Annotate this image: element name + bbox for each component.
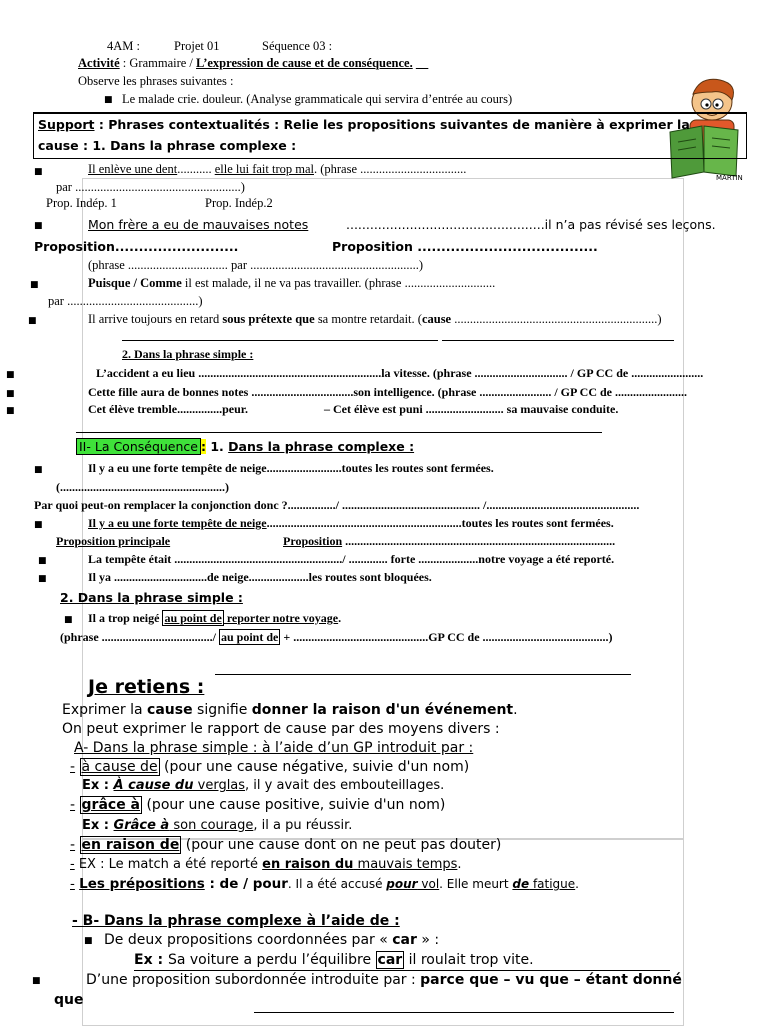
bullet: ■ — [32, 976, 41, 986]
rule — [76, 432, 602, 433]
tempete-rest: .................................................................toutes les routes sont fermées. — [266, 516, 614, 530]
text: en raison du — [262, 857, 354, 872]
text: . — [513, 702, 518, 718]
bullet: ■ — [30, 280, 39, 290]
text: pour — [386, 877, 418, 891]
retiens-p2: On peut exprimer le rapport de cause par des moyens divers : — [62, 721, 500, 737]
text: (pour une cause positive, suivie d'un nom) — [142, 797, 446, 813]
dots: ........... — [177, 162, 212, 176]
consequence-num: 1. — [206, 439, 229, 454]
text: parce que – vu que – étant donné — [420, 972, 682, 988]
bullet: ■ — [34, 520, 43, 530]
bullet: ■ — [34, 167, 43, 177]
pretexte-line — [88, 312, 662, 327]
text: Exprimer la — [62, 702, 148, 718]
text: mauvais temps — [353, 857, 458, 872]
prop-1: Il enlève une dent — [88, 162, 178, 176]
pretexte-c: sa montre retardait. ( — [314, 312, 422, 326]
retiens-a-title: A- Dans la phrase simple : à l’aide d’un GP introduit par : — [74, 740, 474, 756]
puisque-comme: Puisque / Comme — [88, 276, 182, 290]
neige-simple — [88, 611, 341, 626]
retiens-b3-que: que — [54, 992, 84, 1008]
rule — [134, 970, 670, 971]
bullet: ■ — [34, 221, 43, 231]
support-label: Support — [38, 117, 95, 132]
text: verglas — [193, 778, 246, 793]
text: » : — [416, 932, 440, 948]
prop-mon-frere: Mon frère a eu de mauvaises notes — [88, 217, 309, 232]
neige-a: Il a trop neigé — [88, 611, 163, 625]
bullet: ■ — [6, 370, 15, 380]
retiens-e2 — [82, 818, 352, 833]
retiens-e3: - EX : Le match a été reporté en raison du mauvais temps. — [70, 857, 462, 872]
prop-label-2: Prop. Indép.2 — [205, 196, 273, 210]
proposition-label-1: Proposition.......................... — [34, 239, 239, 254]
fille-line: Cette fille aura de bonnes notes ..................................son intelligence. (phrase ........................ / GP CC de ........................ — [88, 385, 687, 399]
text: : de / pour — [204, 876, 288, 892]
rule — [254, 1012, 674, 1013]
activity-label: Activité — [78, 56, 120, 70]
bullet: ■ — [38, 556, 47, 566]
retiens-b3 — [86, 972, 682, 988]
text: Grâce à — [113, 818, 170, 833]
question-a: Par quoi peut-on remplacer la conjonction — [34, 498, 254, 512]
phrase-gp — [60, 630, 613, 645]
text: Les prépositions — [79, 876, 205, 892]
pretexte-e: .................................................................) — [451, 312, 662, 326]
text: grâce à — [81, 797, 141, 813]
tremble-line: Cet élève tremble...............peur. — [88, 402, 248, 416]
neige-c: reporter notre voyage — [223, 611, 339, 625]
text: fatigue — [529, 877, 576, 891]
au-point-de-2: au point de — [221, 630, 279, 644]
text: De deux propositions coordonnées par « — [104, 932, 393, 948]
bullet: ■ — [38, 574, 47, 584]
bullet: ■ — [28, 316, 37, 326]
au-point-de: au point de — [164, 611, 222, 625]
proposition-line — [283, 534, 615, 549]
header-projet: Projet 01 — [174, 39, 220, 53]
text: il roulait trop vite. — [404, 952, 534, 968]
retiens-p1 — [62, 702, 518, 718]
phrase-a: (phrase ...................................../ — [60, 630, 219, 644]
neige-d: . — [338, 611, 342, 625]
phrase-c: + .............................................GP CC de ..........................................) — [280, 630, 613, 644]
text: D’une proposition subordonnée introduite par : — [86, 972, 421, 988]
text: . Il a été accusé — [287, 877, 387, 891]
rule — [122, 340, 438, 341]
prop-revise: ..................................................il n’a pas révisé ses leçons. — [346, 217, 716, 232]
bullet: ■ — [6, 389, 15, 399]
text: à cause de — [81, 759, 158, 775]
retiens-i3: - en raison de (pour une cause dont on ne peut pas douter) — [70, 837, 502, 853]
text: (pour une cause dont on ne peut pas douter) — [181, 837, 502, 853]
support-line-2: cause : 1. Dans la phrase complexe : — [38, 138, 297, 153]
puisque-line — [88, 276, 495, 291]
example-sentence: Le malade crie. douleur. (Analyse grammaticale qui servira d’entrée au cours) — [122, 92, 513, 106]
activity-line — [78, 56, 428, 71]
cause-word: cause — [421, 312, 452, 326]
text: signifie — [192, 702, 252, 718]
neige-line: Il ya ...............................de neige....................les routes sont bloquées. — [88, 570, 432, 584]
sous-pretexte: sous prétexte que — [222, 312, 315, 326]
bullet: ■ — [6, 406, 15, 416]
prop-label-1: Prop. Indép. 1 — [46, 196, 117, 210]
text: Ex : — [82, 818, 114, 833]
retiens-i4: - Les prépositions : de / pour. Il a été accusé pour vol. Elle meurt de fatigue. — [70, 876, 579, 892]
puni-line: – Cet élève est puni .......................... sa mauvaise conduite. — [324, 402, 619, 416]
rule — [215, 674, 631, 675]
text: . — [575, 877, 579, 891]
text: car — [377, 952, 403, 968]
activity-sep: : Grammaire / — [119, 56, 197, 70]
retiens-b1 — [104, 932, 439, 948]
text: de — [512, 877, 530, 891]
text: , il a pu réussir. — [253, 818, 353, 833]
phrase-par-blank: (phrase ................................ par ......................................................) — [88, 258, 424, 272]
accident-line: L’accident a eu lieu .............................................................la vitesse. (phrase ............................... / GP CC de ........................ — [96, 366, 704, 380]
retiens-e1 — [82, 778, 444, 793]
proposition-label-2: Proposition ...................................... — [332, 239, 598, 254]
phrase-blank: . (phrase .................................. — [313, 162, 467, 176]
consequence-title: II- La Conséquence : 1. Dans la phrase complexe : — [76, 439, 414, 454]
text: donner la raison d'un événement — [251, 702, 514, 718]
conjonction-question — [34, 498, 639, 513]
bullet: ■ — [64, 615, 73, 625]
puisque-rest: il est malade, il ne va pas travailler. (phrase ............................. — [181, 276, 496, 290]
prop-2: elle lui fait trop mal — [214, 162, 314, 176]
text: , il y avait des embouteillages. — [245, 778, 445, 793]
proposition-principale: Proposition principale — [56, 534, 171, 548]
paren-blank: (.......................................................) — [56, 480, 229, 494]
tempete-etait: La tempête était ......................................................../ ............. forte ....................notre voyage a été reporté. — [88, 552, 615, 566]
text: . — [457, 857, 462, 872]
consequence-simple-title: 2. Dans la phrase simple : — [60, 590, 243, 605]
bullet: ■ — [34, 465, 43, 475]
support-text-1: : Phrases contextualités : Relie les propositions suivantes de manière à exprimer la — [94, 117, 690, 132]
bullet: ■ — [104, 95, 113, 105]
text: À cause du — [113, 778, 194, 793]
header-level: 4AM : — [107, 39, 140, 53]
observe-text: Observe les phrases suivantes : — [78, 74, 234, 88]
retiens-i1: - à cause de (pour une cause négative, suivie d'un nom) — [70, 759, 470, 775]
text: Ex : — [134, 952, 168, 968]
simple-title: 2. Dans la phrase simple : — [122, 347, 254, 361]
text: son courage — [169, 818, 254, 833]
tempete-line-2 — [88, 516, 614, 531]
text: EX : Le match a été reporté — [78, 857, 263, 872]
retiens-b2 — [134, 952, 534, 968]
text: Sa voiture a perdu l’équilibre — [167, 952, 376, 968]
cause-line-1 — [88, 162, 466, 177]
support-line-1 — [38, 117, 690, 132]
text: . Elle meurt — [439, 877, 513, 891]
retiens-b-title: - B- Dans la phrase complexe à l’aide de : — [72, 913, 400, 929]
retiens-i2: - grâce à (pour une cause positive, suivie d'un nom) — [70, 797, 446, 813]
activity-title: L’expression de cause et de conséquence. — [196, 56, 413, 70]
retiens-title: Je retiens : — [88, 676, 205, 698]
par-blank-2: par ..........................................) — [48, 294, 203, 308]
text: (pour une cause négative, suivie d'un nom) — [159, 759, 470, 775]
text: Ex : — [82, 778, 114, 793]
question-b: donc ?................/ .............................................. /................................................... — [254, 498, 640, 512]
tempete-line: Il y a eu une forte tempête de neige.........................toutes les routes sont fermées. — [88, 461, 494, 475]
header-sequence: Séquence 03 : — [262, 39, 333, 53]
mascot-label: MARTIN — [716, 174, 743, 182]
par-blank: par .....................................................) — [56, 180, 245, 194]
pretexte-a: Il arrive toujours en retard — [88, 312, 223, 326]
consequence-subtitle: Dans la phrase complexe : — [228, 439, 415, 454]
consequence-tag: II- La Conséquence — [76, 438, 201, 455]
proposition-label: Proposition — [283, 534, 343, 548]
text: car — [392, 932, 417, 948]
text: en raison de — [81, 837, 180, 853]
proposition-blank: .......................................................................................... — [342, 534, 616, 548]
text: vol — [417, 877, 440, 891]
bullet: ■ — [84, 936, 93, 946]
rule — [442, 340, 674, 341]
text: cause — [147, 702, 193, 718]
tempete-prop: Il y a eu une forte tempête de neige — [88, 516, 267, 530]
